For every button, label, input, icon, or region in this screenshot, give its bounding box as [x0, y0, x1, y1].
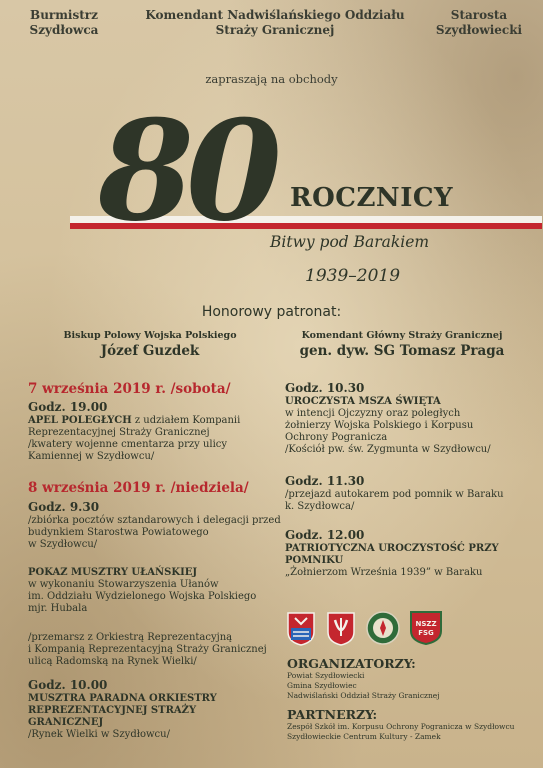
patronat-right-role: Komendant Główny Straży Granicznej — [301, 330, 503, 341]
event-line: k. Szydłowca/ — [285, 501, 355, 512]
hero-years: 1939–2019 — [305, 266, 401, 286]
event-title: UROCZYSTA MSZA ŚWIĘTA — [285, 396, 441, 407]
event-line: ulicą Radomską na Rynek Wielki/ — [28, 656, 197, 667]
event-przejazd — [285, 474, 535, 513]
event-line: Reprezentacyjnej Straży Granicznej — [28, 427, 210, 438]
header-right-line: Szydłowiecki — [435, 23, 523, 37]
coat-of-arms-gmina-icon — [327, 612, 355, 646]
event-line: APEL POLEGŁYCH z udziałem Kompanii — [28, 415, 241, 426]
event-title: MUSZTRA PARADNA ORKIESTRY — [28, 693, 217, 704]
header-right — [425, 8, 533, 38]
event-title: POKAZ MUSZTRY UŁAŃSKIEJ — [28, 567, 198, 578]
event-time: Godz. 9.30 — [28, 500, 100, 514]
event-time: Godz. 19.00 — [28, 400, 108, 414]
event-line: Ochrony Pogranicza — [285, 432, 388, 443]
svg-text:NSZZ: NSZZ — [415, 620, 437, 628]
event-przemarsz — [28, 632, 283, 668]
event-line: /Kościół pw. św. Zygmunta w Szydłowcu/ — [285, 444, 491, 455]
event-zbiorka — [28, 500, 283, 551]
event-title: PATRIOTYCZNA UROCZYSTOŚĆ PRZY — [285, 543, 499, 554]
event-line: i Kompanią Reprezentacyjną Straży Granicznej — [28, 644, 267, 655]
event-line: żołnierzy Wojska Polskiego i Korpusu — [285, 420, 474, 431]
event-line: „Żołnierzom Września 1939” w Baraku — [285, 567, 483, 578]
event-msza — [285, 381, 535, 456]
event-line: w wykonaniu Stowarzyszenia Ułanów — [28, 579, 219, 590]
event-time: Godz. 11.30 — [285, 474, 365, 488]
event-line: /Rynek Wielki w Szydłowcu/ — [28, 729, 170, 740]
event-line: im. Oddziału Wydzielonego Wojska Polskiego — [28, 591, 257, 602]
organizers — [287, 656, 537, 701]
event-time: Godz. 10.00 — [28, 678, 108, 692]
event-apel — [28, 400, 278, 463]
header-left — [18, 8, 110, 38]
hero-rocznicy: ROCZNICY — [290, 183, 454, 213]
event-title: POMNIKU — [285, 555, 344, 566]
event-line: /kwatery wojenne cmentarza przy ulicy — [28, 439, 228, 450]
header-left-line: Szydłowca — [29, 23, 99, 37]
event-line: /przemarsz z Orkiestrą Reprezentacyjną — [28, 632, 233, 643]
hero-subtitle: Bitwy pod Barakiem — [270, 233, 430, 251]
event-line: /przejazd autokarem pod pomnik w Baraku — [285, 489, 504, 500]
day2-date: 8 września 2019 r. /niedziela/ — [28, 480, 249, 496]
patronat-right-name: gen. dyw. SG Tomasz Praga — [299, 343, 505, 359]
event-line: Kamiennej w Szydłowcu/ — [28, 451, 155, 462]
day1-date: 7 września 2019 r. /sobota/ — [28, 381, 231, 397]
event-musztra — [28, 678, 283, 741]
event-time: Godz. 12.00 — [285, 528, 365, 542]
event-line: w Szydłowcu/ — [28, 539, 98, 550]
event-line: mjr. Hubala — [28, 603, 88, 614]
svg-text:FSG: FSG — [418, 629, 434, 637]
patronat-left — [40, 330, 260, 359]
hero-number: 80 — [98, 89, 275, 252]
event-time: Godz. 10.30 — [285, 381, 365, 395]
patronat-right — [282, 330, 522, 359]
event-line: /zbiórka pocztów sztandarowych i delegacji przed — [28, 515, 281, 526]
partners — [287, 707, 541, 742]
organizer-item: Powiat Szydłowiecki — [287, 671, 365, 680]
organizers-label: ORGANIZATORZY: — [287, 656, 416, 671]
organizer-item: Nadwiślański Oddział Straży Granicznej — [287, 691, 440, 700]
invite-text: zapraszają na obchody — [205, 72, 338, 86]
event-line: w intencji Ojczyzny oraz poległych — [285, 408, 461, 419]
nszz-fsg-badge-icon — [410, 611, 442, 645]
partner-item: Zespół Szkół im. Korpusu Ochrony Pogranicza w Szydłowcu — [287, 722, 515, 731]
coat-of-arms-powiat-icon — [287, 612, 315, 646]
header-center-line: Straży Granicznej — [215, 23, 335, 37]
header-left-line: Burmistrz — [30, 8, 98, 22]
event-title: GRANICZNEJ — [28, 717, 104, 728]
organizer-item: Gmina Szydłowiec — [287, 681, 357, 690]
header-right-line: Starosta — [450, 8, 508, 22]
event-uroczystosc — [285, 528, 535, 579]
partners-label: PARTNERZY: — [287, 707, 378, 722]
partner-item: Szydłowieckie Centrum Kultury - Zamek — [287, 732, 441, 741]
header-center-line: Komendant Nadwiślańskiego Oddziału — [145, 8, 405, 22]
event-pokaz — [28, 567, 283, 615]
event-title: REPREZENTACYJNEJ STRAŻY — [28, 705, 197, 716]
header-center — [140, 8, 410, 38]
patronat-left-role: Biskup Polowy Wojska Polskiego — [63, 330, 237, 341]
event-line: budynkiem Starostwa Powiatowego — [28, 527, 209, 538]
patronat-left-name: Józef Guzdek — [100, 343, 200, 359]
border-guard-emblem-icon — [366, 610, 400, 646]
patronat-label: Honorowy patronat: — [201, 304, 342, 320]
